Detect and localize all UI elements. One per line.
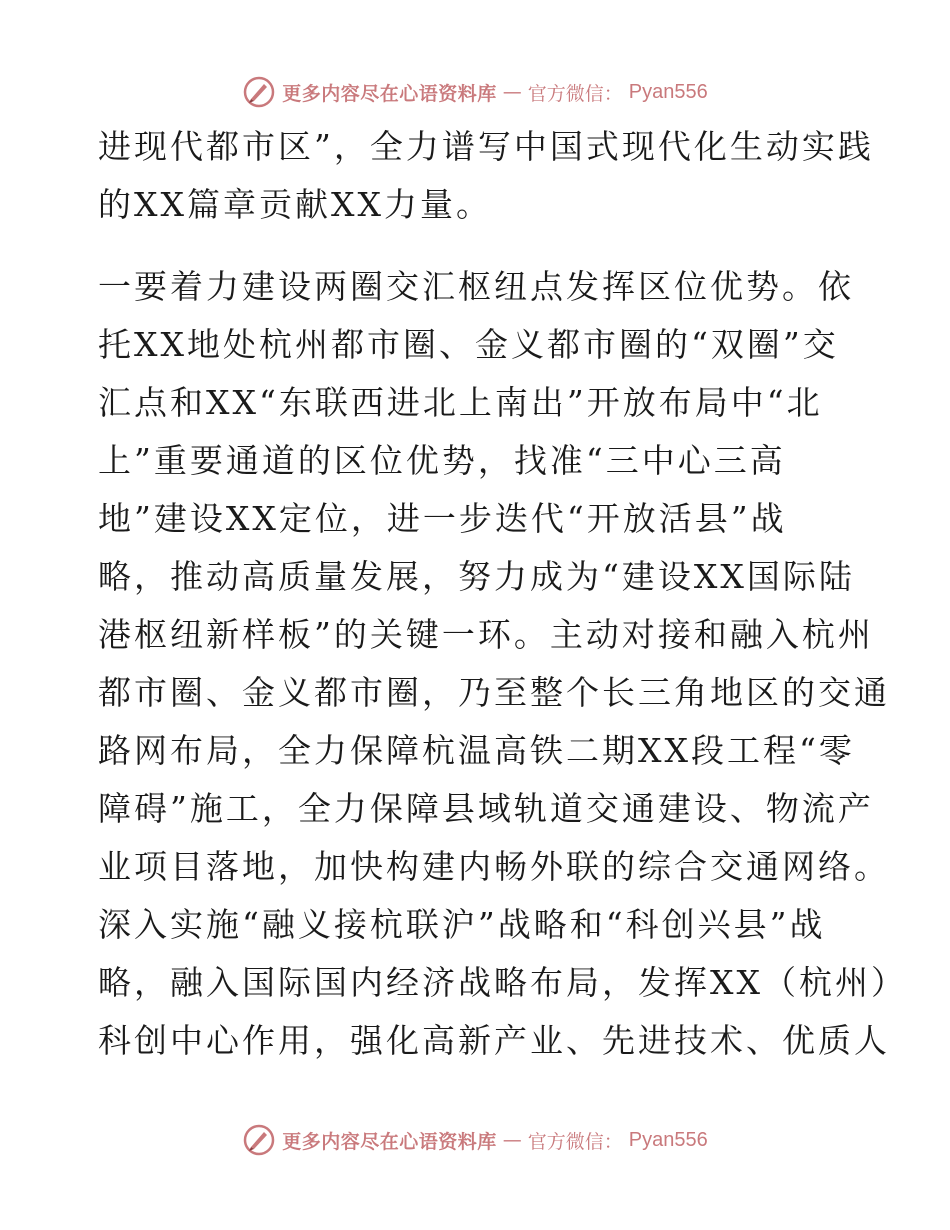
text-line: 深入实施“融义接杭联沪”战略和“科创兴县”战: [98, 905, 826, 944]
text-line: 都市圈、金义都市圈，乃至整个长三角地区的交通: [98, 673, 890, 712]
footer-watermark: [0, 1120, 950, 1160]
watermark-wechat-label: 官方微信：: [527, 82, 623, 105]
text-line: 科创中心作用，强化高新产业、先进技术、优质人: [98, 1021, 890, 1060]
watermark-handle: Pyan556: [628, 1128, 708, 1151]
text-line: 路网布局，全力保障杭温高铁二期XX段工程“零: [98, 731, 855, 770]
text-line: 略，融入国际国内经济战略布局，发挥XX（杭州）: [98, 963, 907, 1002]
text-line: 港枢纽新样板”的关键一环。主动对接和融入杭州: [98, 615, 874, 654]
document-body: [98, 118, 907, 1070]
watermark-separator: —: [502, 1129, 522, 1151]
header-watermark: [0, 72, 950, 112]
watermark-separator: —: [502, 81, 522, 103]
text-line: 地”建设XX定位，进一步迭代“开放活县”战: [98, 499, 787, 538]
text-line: 略，推动高质量发展，努力成为“建设XX国际陆: [98, 557, 855, 596]
pen-logo-icon: [242, 1123, 276, 1157]
text-line: 汇点和XX“东联西进北上南出”开放布局中“北: [98, 383, 823, 422]
watermark-brand: 更多内容尽在心语资料库: [282, 82, 497, 105]
text-line: 业项目落地，加快构建内畅外联的综合交通网络。: [98, 847, 890, 886]
text-line: 进现代都市区”，全力谱写中国式现代化生动实践: [98, 127, 874, 166]
watermark-handle: Pyan556: [628, 80, 708, 103]
watermark-brand: 更多内容尽在心语资料库: [282, 1130, 497, 1153]
paragraph: [98, 118, 874, 234]
text-line: 托XX地处杭州都市圈、金义都市圈的“双圈”交: [98, 325, 839, 364]
paragraph: [98, 258, 907, 1070]
watermark-wechat-label: 官方微信：: [527, 1130, 623, 1153]
text-line: 上”重要通道的区位优势，找准“三中心三高: [98, 441, 786, 480]
text-line: 的XX篇章贡献XX力量。: [98, 185, 492, 224]
text-line: 一要着力建设两圈交汇枢纽点发挥区位优势。依: [98, 267, 854, 306]
pen-logo-icon: [242, 75, 276, 109]
text-line: 障碍”施工，全力保障县域轨道交通建设、物流产: [98, 789, 874, 828]
